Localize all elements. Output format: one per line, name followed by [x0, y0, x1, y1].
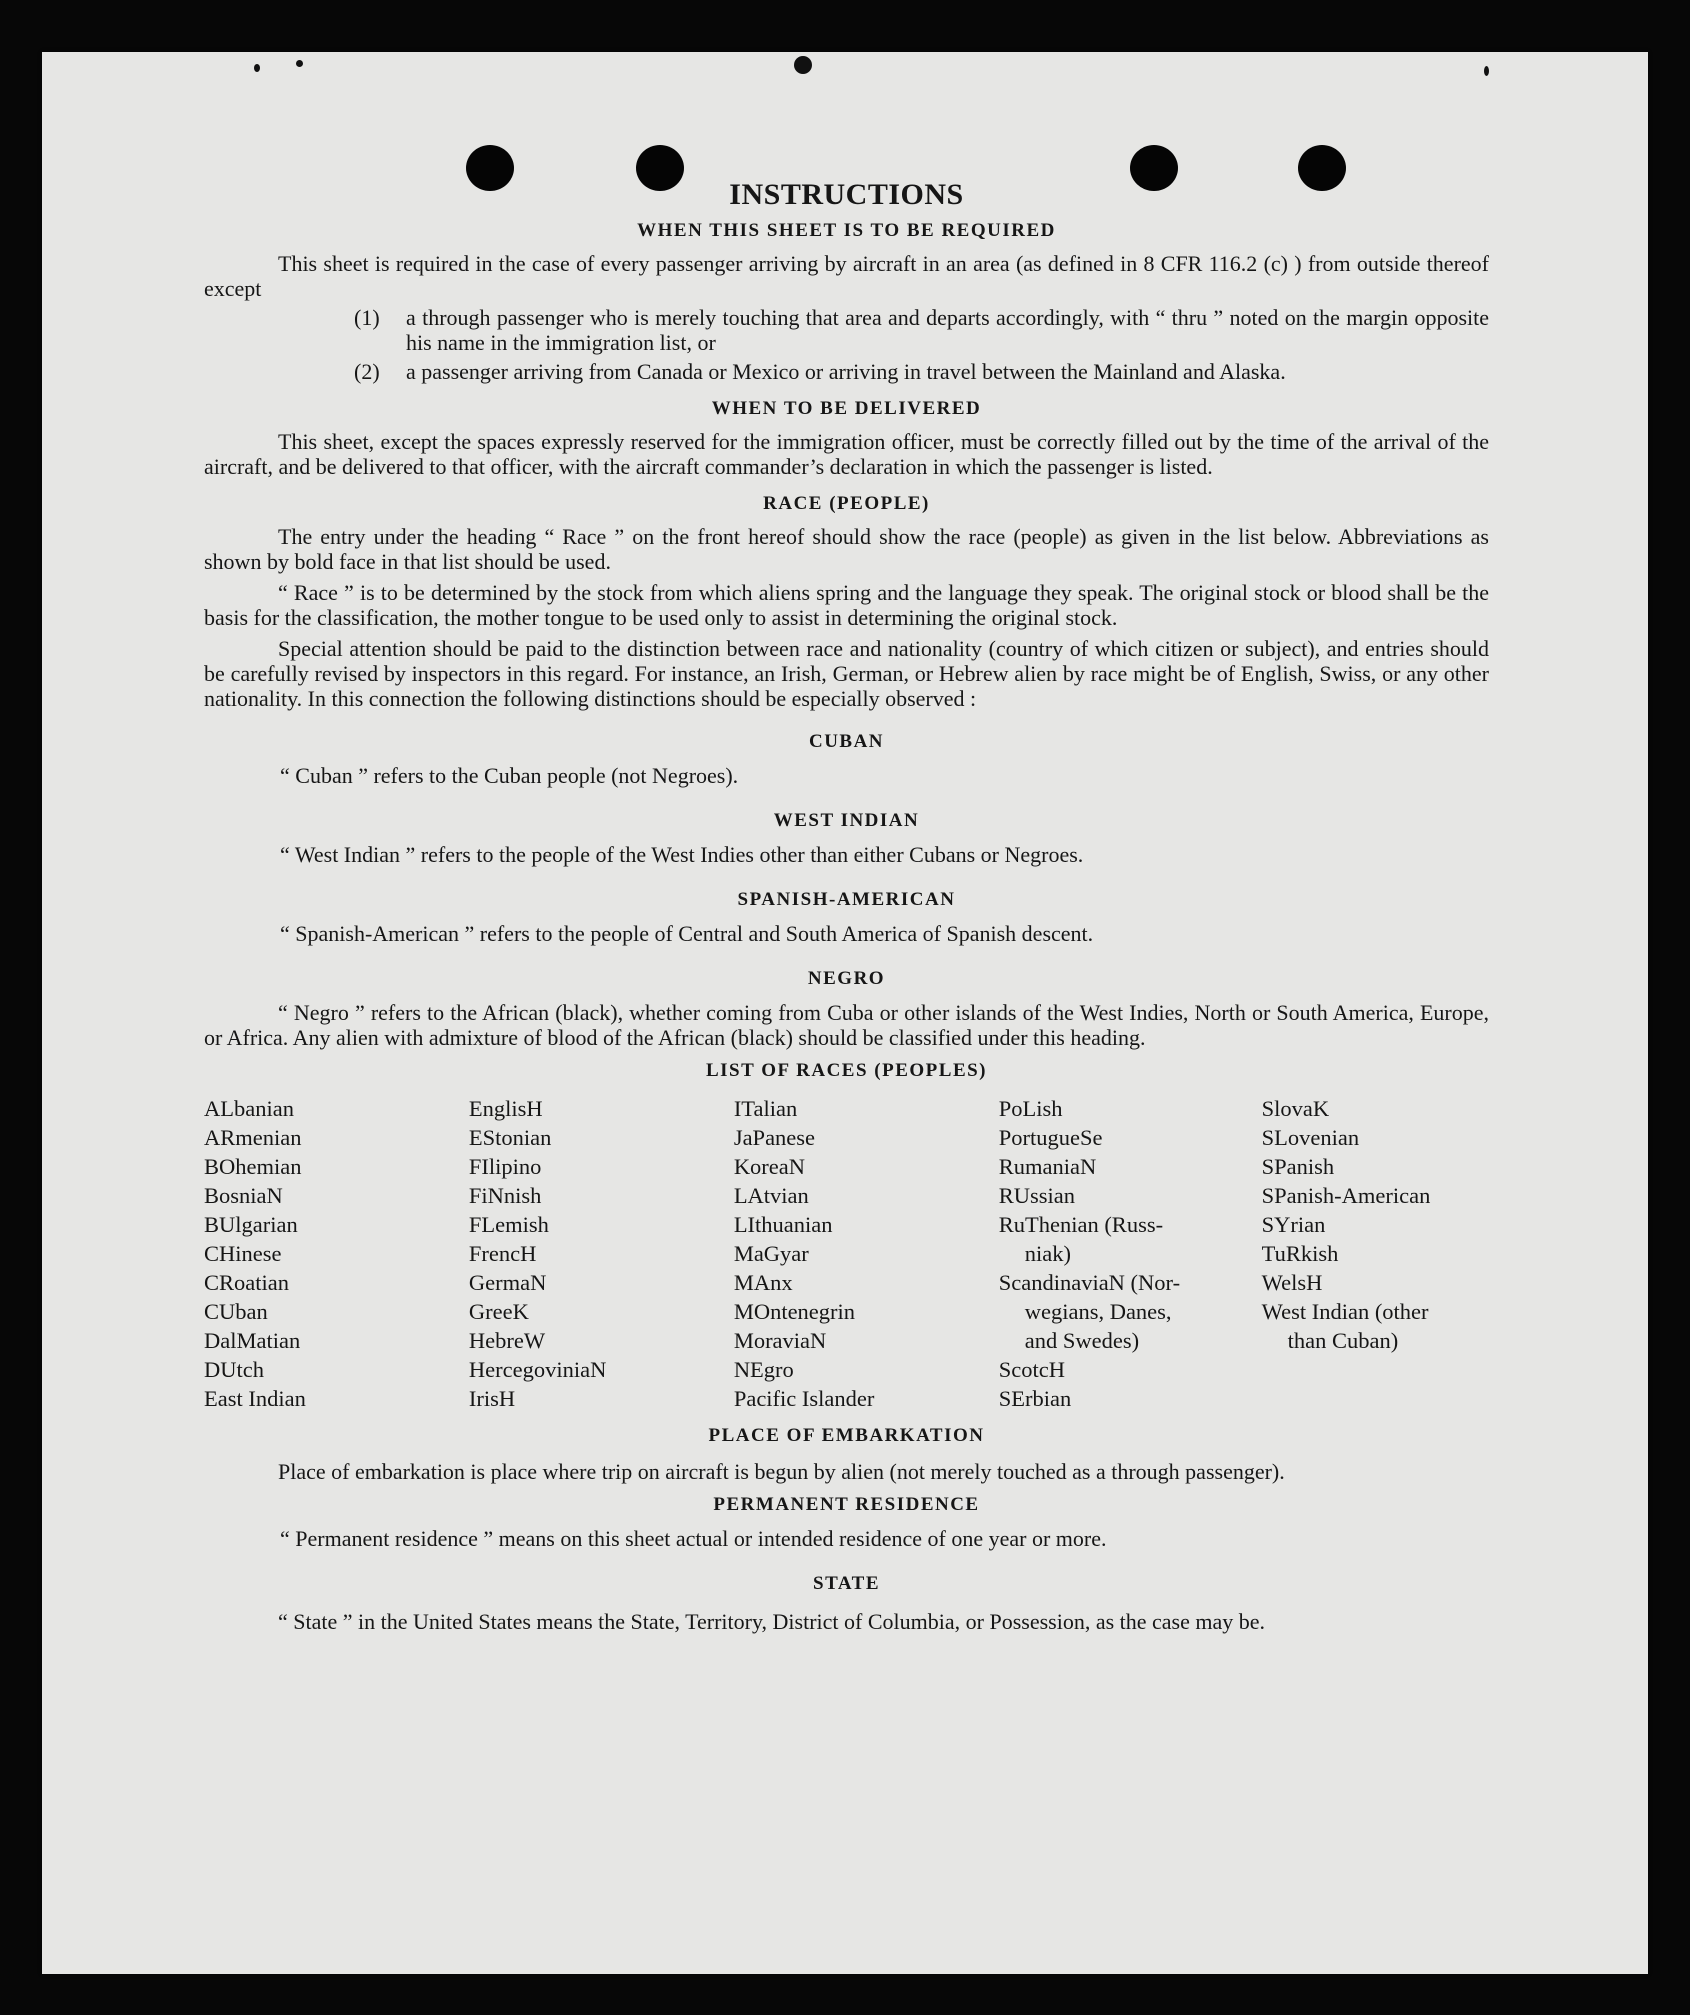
race-entry-continuation: wegians, Danes,: [1024, 1299, 1172, 1324]
race-entry: FrencH: [468, 1241, 537, 1266]
paragraph: “ Permanent residence ” means on this sheet actual or intended residence of one year or more.: [280, 1526, 1107, 1551]
race-entry: SLovenian: [1261, 1125, 1360, 1150]
list-item: [204, 305, 1489, 355]
paragraph: “ West Indian ” refers to the people of the West Indies other than either Cubans or Negroes.: [280, 842, 1084, 867]
race-list: [204, 1094, 1489, 1413]
race-entry: SPanish-American: [1261, 1183, 1431, 1208]
section-heading: PLACE OF EMBARKATION: [708, 1425, 985, 1446]
race-entry: CHinese: [204, 1241, 282, 1266]
race-entry: ITalian: [733, 1096, 798, 1121]
race-column: [999, 1094, 1262, 1413]
scan-speck: [296, 60, 303, 67]
page-title: INSTRUCTIONS: [729, 178, 964, 211]
section-heading: WEST INDIAN: [773, 810, 920, 831]
paragraph: Place of embarkation is place where trip on aircraft is begun by alien (not merely touched as a through passenger).: [278, 1459, 1285, 1484]
race-entry: FIlipino: [468, 1154, 542, 1179]
paragraph: “ State ” in the United States means the State, Territory, District of Columbia, or Possession, as the case may be.: [278, 1609, 1266, 1634]
race-column: [469, 1094, 734, 1413]
race-entry: LIthuanian: [733, 1212, 833, 1237]
paragraph: “ Negro ” refers to the African (black), whether coming from Cuba or other islands of the West Indies, North or South America, Europe, or Africa. Any alien with admixture of blood of the African (black) should be classified under this heading.: [204, 1000, 1489, 1050]
section-heading: SPANISH-AMERICAN: [737, 889, 956, 910]
instructions-content: [204, 178, 1489, 1639]
item-text: a passenger arriving from Canada or Mexico or arriving in travel between the Mainland and Alaska.: [406, 359, 1286, 384]
section-heading: NEGRO: [807, 968, 886, 989]
item-number: (1): [354, 305, 380, 330]
race-entry: DalMatian: [204, 1328, 301, 1353]
section-heading: CUBAN: [808, 731, 885, 752]
section-heading: PERMANENT RESIDENCE: [713, 1494, 980, 1515]
race-entry: PortugueSe: [998, 1125, 1103, 1150]
race-entry: CRoatian: [204, 1270, 289, 1295]
race-entry: MaGyar: [733, 1241, 809, 1266]
race-entry: WelsH: [1261, 1270, 1323, 1295]
race-entry: EStonian: [468, 1125, 552, 1150]
race-entry: KoreaN: [733, 1154, 806, 1179]
race-entry: SErbian: [998, 1386, 1072, 1411]
race-entry: RumaniaN: [998, 1154, 1097, 1179]
race-entry: ScandinaviaN (Nor-: [998, 1270, 1181, 1295]
paragraph: “ Cuban ” refers to the Cuban people (not Negroes).: [280, 763, 739, 788]
race-entry: FiNnish: [468, 1183, 542, 1208]
race-entry: GreeK: [468, 1299, 529, 1324]
scan-speck: [1484, 66, 1489, 76]
race-entry: Pacific Islander: [733, 1386, 875, 1411]
race-column: [204, 1094, 469, 1413]
race-entry: IrisH: [468, 1386, 516, 1411]
item-text: a through passenger who is merely touching that area and departs accordingly, with “ thru ” noted on the margin opposite his name in the immigration list, or: [406, 305, 1489, 355]
race-entry: ScotcH: [998, 1357, 1065, 1382]
race-entry: MoraviaN: [733, 1328, 827, 1353]
race-entry: LAtvian: [733, 1183, 809, 1208]
paragraph: Special attention should be paid to the distinction between race and nationality (country of which citizen or subject), and entries should be carefully revised by inspectors in this regard. For instance, an Irish, German, or Hebrew alien by race might be of English, Swiss, or any other nationality. In this connection the following distinctions should be especially observed :: [204, 636, 1489, 711]
race-entry: EnglisH: [468, 1096, 543, 1121]
race-entry: ARmenian: [204, 1125, 302, 1150]
scan-speck: [254, 64, 260, 72]
race-entry: SYrian: [1261, 1212, 1326, 1237]
race-entry-continuation: and Swedes): [1024, 1328, 1140, 1353]
paragraph: This sheet is required in the case of every passenger arriving by aircraft in an area (as defined in 8 CFR 116.2 (c) ) from outside thereof except: [204, 251, 1489, 301]
section-heading: WHEN TO BE DELIVERED: [711, 398, 982, 419]
list-item: [204, 359, 1489, 384]
paragraph: This sheet, except the spaces expressly reserved for the immigration officer, must be correctly filled out by the time of the arrival of the aircraft, and be delivered to that officer, with the aircraft commander’s declaration in which the passenger is listed.: [204, 429, 1489, 479]
race-entry: MOntenegrin: [733, 1299, 856, 1324]
scan-speck: [794, 56, 812, 74]
race-entry: BUlgarian: [204, 1212, 298, 1237]
race-entry-continuation: than Cuban): [1287, 1328, 1399, 1353]
section-heading: LIST OF RACES (PEOPLES): [705, 1060, 988, 1081]
race-entry: BOhemian: [204, 1154, 302, 1179]
race-entry: TuRkish: [1261, 1241, 1339, 1266]
race-entry: RUssian: [998, 1183, 1075, 1208]
section-heading: WHEN THIS SHEET IS TO BE REQUIRED: [637, 220, 1056, 241]
race-entry: BosniaN: [204, 1183, 283, 1208]
race-entry: MAnx: [733, 1270, 793, 1295]
section-heading: STATE: [813, 1573, 880, 1594]
race-entry: East Indian: [204, 1386, 306, 1411]
paragraph: “ Race ” is to be determined by the stock from which aliens spring and the language they speak. The original stock or blood shall be the basis for the classification, the mother tongue to be used only to assist in determining the original stock.: [204, 580, 1489, 630]
paragraph: “ Spanish-American ” refers to the people of Central and South America of Spanish descent.: [280, 921, 1094, 946]
race-entry: HebreW: [468, 1328, 546, 1353]
race-entry: NEgro: [733, 1357, 794, 1382]
race-entry: SlovaK: [1261, 1096, 1330, 1121]
section-heading: RACE (PEOPLE): [763, 493, 930, 514]
race-entry: PoLish: [998, 1096, 1063, 1121]
race-entry: DUtch: [204, 1357, 264, 1382]
race-column: [1262, 1094, 1489, 1413]
race-entry: FLemish: [468, 1212, 549, 1237]
item-number: (2): [354, 359, 380, 384]
race-column: [734, 1094, 999, 1413]
race-entry: West Indian (other: [1261, 1299, 1429, 1324]
race-entry: CUban: [204, 1299, 268, 1324]
race-entry: ALbanian: [204, 1096, 294, 1121]
race-entry: JaPanese: [733, 1125, 816, 1150]
race-entry: SPanish: [1261, 1154, 1335, 1179]
race-entry: GermaN: [468, 1270, 547, 1295]
race-entry: HercegoviniaN: [468, 1357, 607, 1382]
paragraph: The entry under the heading “ Race ” on the front hereof should show the race (people) as given in the list below. Abbreviations as shown by bold face in that list should be used.: [204, 524, 1489, 574]
race-entry: RuThenian (Russ-: [998, 1212, 1164, 1237]
race-entry-continuation: niak): [1024, 1241, 1071, 1266]
